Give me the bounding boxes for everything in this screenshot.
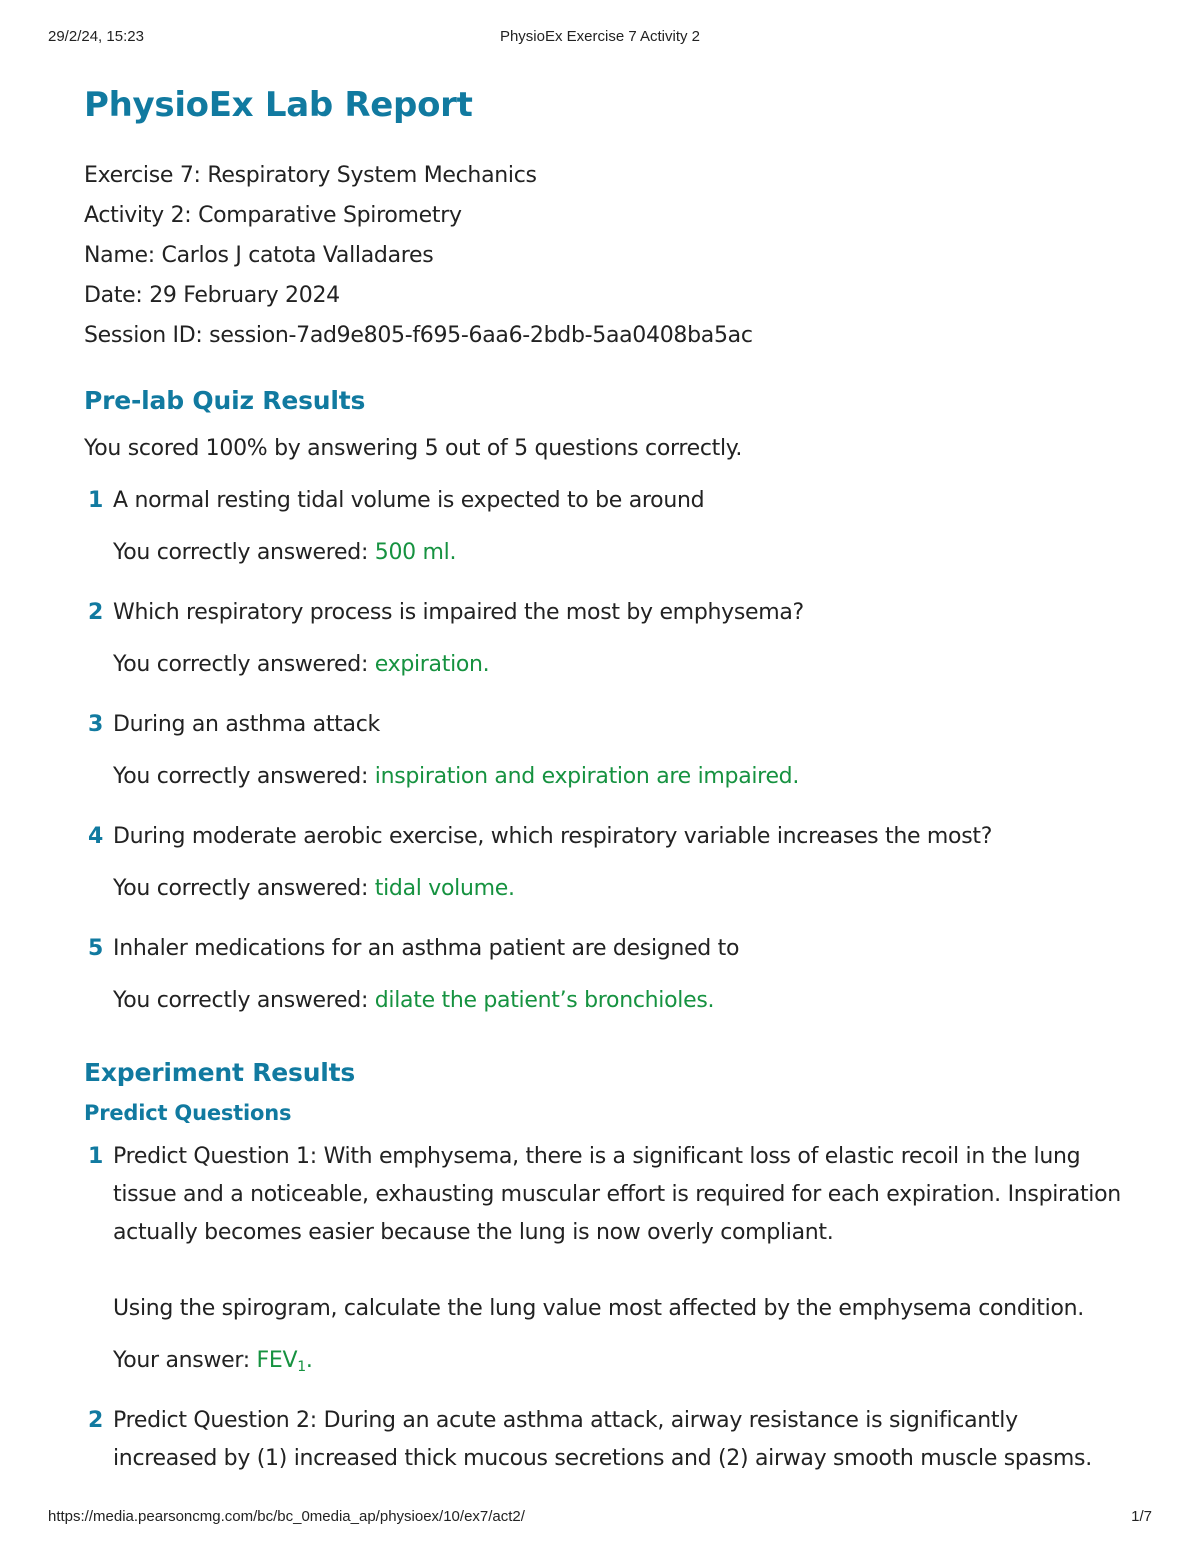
prelab-question bbox=[84, 930, 1124, 1020]
question-number: 3 bbox=[88, 712, 104, 737]
answer-prefix: You correctly answered: bbox=[113, 876, 375, 901]
question-text: A normal resting tidal volume is expected to be around bbox=[113, 488, 705, 513]
question-answer bbox=[113, 1342, 1124, 1380]
page-title: PhysioEx Lab Report bbox=[84, 85, 473, 125]
question-number: 2 bbox=[88, 600, 104, 625]
question-number: 2 bbox=[88, 1408, 104, 1433]
question-number: 1 bbox=[88, 1144, 104, 1169]
question-answer bbox=[113, 870, 1124, 908]
question-text: Which respiratory process is impaired the most by emphysema? bbox=[113, 600, 804, 625]
print-timestamp: 29/2/24, 15:23 bbox=[48, 28, 144, 45]
prelab-question bbox=[84, 594, 1124, 684]
question-text: During moderate aerobic exercise, which respiratory variable increases the most? bbox=[113, 824, 993, 849]
question-number: 1 bbox=[88, 488, 104, 513]
answer-prefix: You correctly answered: bbox=[113, 988, 375, 1013]
question-text: Predict Question 2: During an acute asthma attack, airway resistance is significantly increased by (1) increased thick mucous secretions and (2) airway smooth muscle spasms. bbox=[113, 1408, 1092, 1471]
report-content bbox=[84, 82, 1124, 1478]
predict-question bbox=[84, 1138, 1124, 1380]
question-number: 4 bbox=[88, 824, 104, 849]
prelab-question bbox=[84, 818, 1124, 908]
answer-prefix: Your answer: bbox=[113, 1348, 257, 1373]
activity-line: Activity 2: Comparative Spirometry bbox=[84, 203, 462, 228]
predict-question bbox=[84, 1402, 1124, 1478]
prelab-question bbox=[84, 482, 1124, 572]
question-answer bbox=[113, 982, 1124, 1020]
prelab-score: You scored 100% by answering 5 out of 5 questions correctly. bbox=[84, 436, 743, 461]
question-number: 5 bbox=[88, 936, 104, 961]
answer-value: $FEV_1$. bbox=[256, 1348, 313, 1375]
predict-subheading: Predict Questions bbox=[84, 1101, 292, 1125]
answer-value: 500 ml. bbox=[374, 540, 457, 565]
print-title: PhysioEx Exercise 7 Activity 2 bbox=[499, 28, 701, 45]
answer-value: inspiration and expiration are impaired. bbox=[374, 764, 800, 789]
answer-value: dilate the patient’s bronchioles. bbox=[374, 988, 715, 1013]
answer-prefix: You correctly answered: bbox=[113, 652, 375, 677]
question-text: During an asthma attack bbox=[113, 712, 380, 737]
question-instruction: Using the spirogram, calculate the lung value most affected by the emphysema condition. bbox=[113, 1296, 1084, 1321]
question-text: Inhaler medications for an asthma patient are designed to bbox=[113, 936, 740, 961]
question-text: Predict Question 1: With emphysema, there is a significant loss of elastic recoil in the lung tissue and a noticeable, exhausting muscular effort is required for each expiration. Inspiration actually becomes easier because the lung is now overly compliant. bbox=[113, 1144, 1121, 1245]
predict-question-list bbox=[84, 1138, 1124, 1478]
answer-value: tidal volume. bbox=[374, 876, 515, 901]
question-answer bbox=[113, 758, 1124, 796]
prelab-question-list bbox=[84, 482, 1124, 1020]
prelab-heading: Pre-lab Quiz Results bbox=[84, 386, 366, 415]
exercise-line: Exercise 7: Respiratory System Mechanics bbox=[84, 163, 537, 188]
experiment-heading: Experiment Results bbox=[84, 1058, 356, 1087]
answer-value: expiration. bbox=[374, 652, 490, 677]
print-url: https://media.pearsoncmg.com/bc/bc_0media_ap/physioex/10/ex7/act2/ bbox=[48, 1508, 525, 1525]
name-line: Name: Carlos J catota Valladares bbox=[84, 243, 434, 268]
answer-prefix: You correctly answered: bbox=[113, 540, 375, 565]
question-answer bbox=[113, 534, 1124, 572]
print-footer bbox=[48, 1508, 1152, 1528]
report-meta bbox=[84, 156, 1124, 356]
page-number: 1/7 bbox=[1131, 1508, 1152, 1525]
session-line: Session ID: session-7ad9e805-f695-6aa6-2bdb-5aa0408ba5ac bbox=[84, 323, 753, 348]
answer-prefix: You correctly answered: bbox=[113, 764, 375, 789]
print-header bbox=[48, 28, 1152, 48]
question-answer bbox=[113, 646, 1124, 684]
prelab-question bbox=[84, 706, 1124, 796]
date-line: Date: 29 February 2024 bbox=[84, 283, 340, 308]
